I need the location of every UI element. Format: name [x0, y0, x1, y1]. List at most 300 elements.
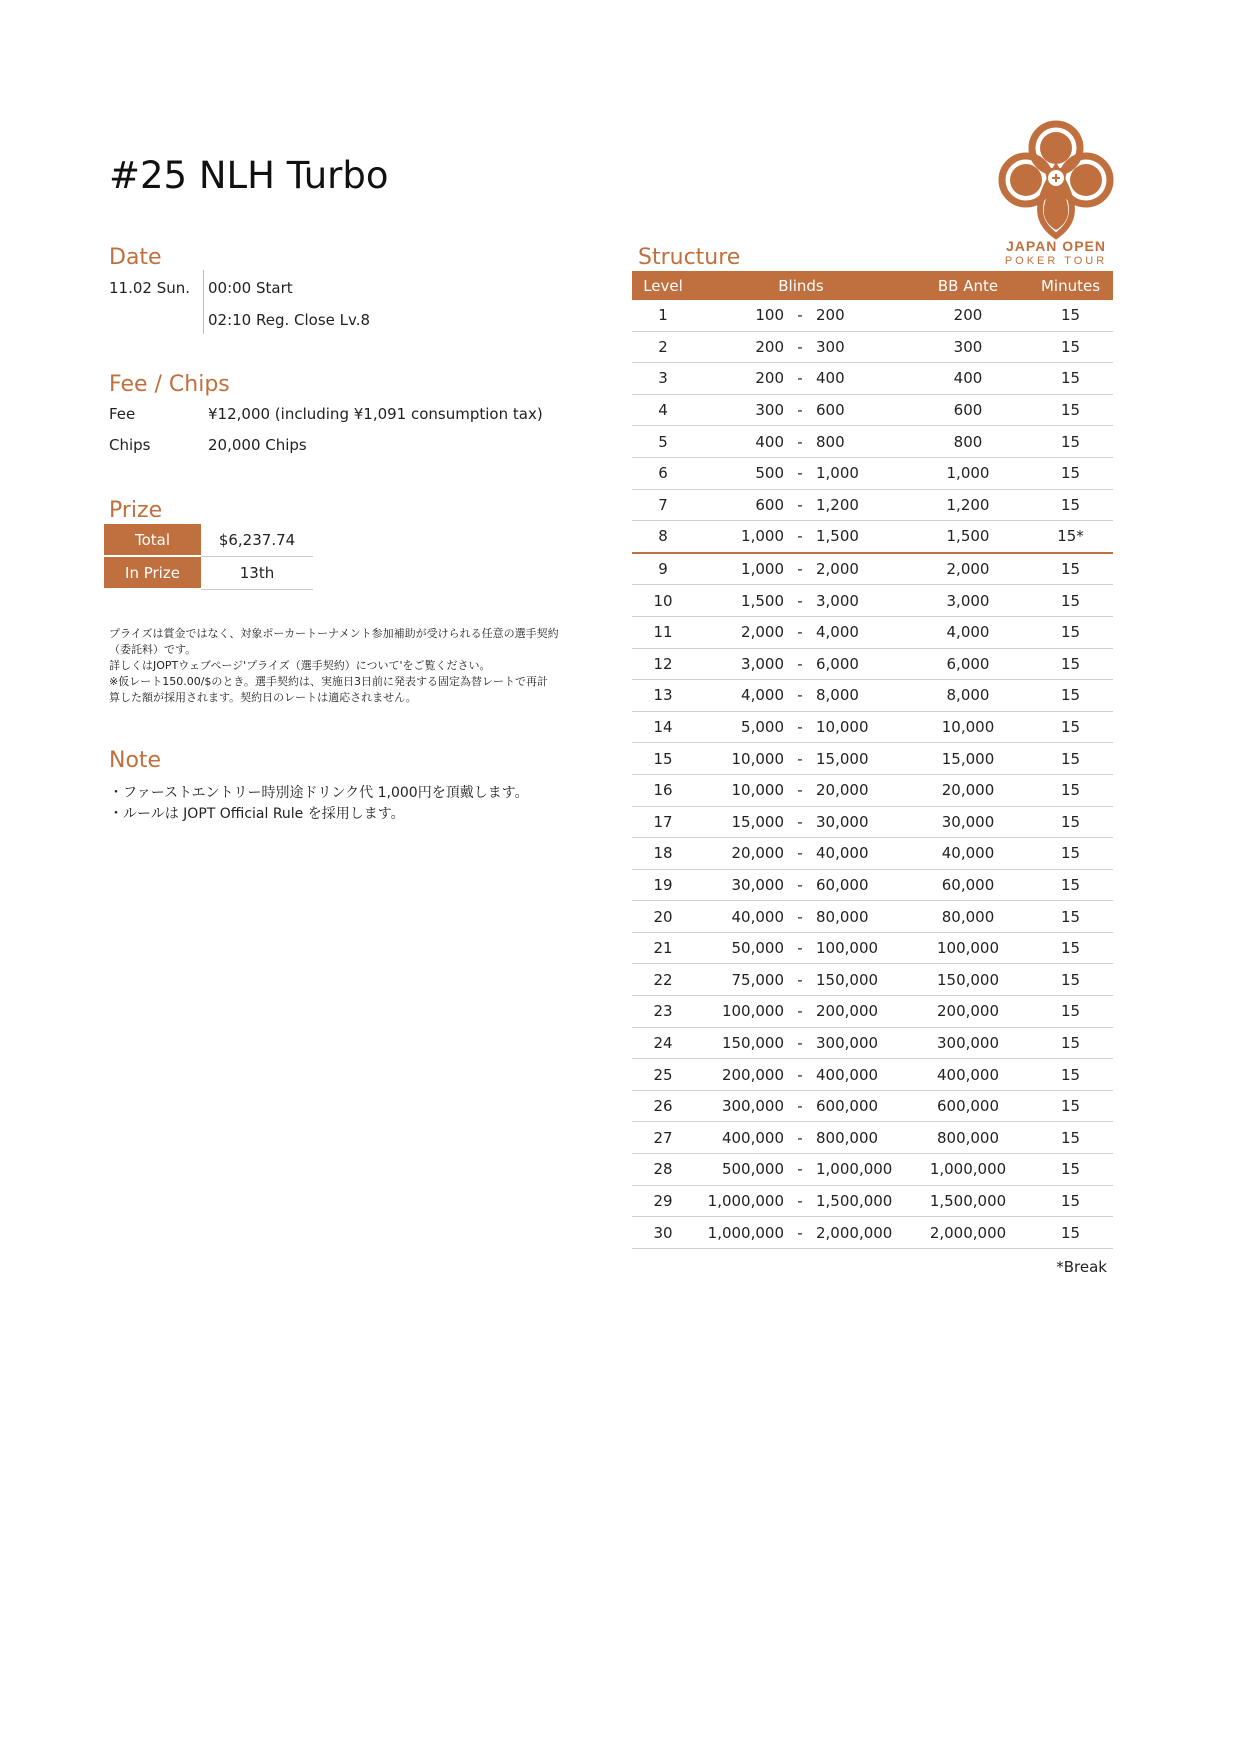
big-blind: 400,000 [816, 1065, 879, 1084]
blind-dash: - [797, 970, 803, 989]
big-blind: 20,000 [816, 781, 869, 800]
minutes-cell: 15 [1028, 964, 1113, 996]
table-row [632, 996, 1113, 1028]
blinds-cell [694, 838, 908, 870]
ante-cell: 2,000 [908, 553, 1028, 585]
blinds-cell [694, 457, 908, 489]
minutes-cell: 15 [1028, 901, 1113, 933]
blinds-cell [694, 1027, 908, 1059]
blinds-wrap [694, 1160, 908, 1178]
small-blind: 500,000 [721, 1160, 784, 1179]
level-cell: 9 [632, 553, 694, 585]
level-cell: 28 [632, 1154, 694, 1186]
small-blind: 3,000 [741, 654, 784, 673]
blinds-cell [694, 1090, 908, 1122]
ante-cell: 300 [908, 331, 1028, 363]
blinds-wrap [694, 718, 908, 736]
small-blind: 30,000 [731, 875, 784, 894]
prize-total-label: Total [104, 524, 201, 556]
date-heading: Date [109, 245, 162, 270]
big-blind: 3,000 [816, 591, 859, 610]
svg-text:JAPAN OPEN: JAPAN OPEN [1006, 238, 1106, 254]
big-blind: 2,000,000 [816, 1223, 893, 1242]
big-blind: 4,000 [816, 623, 859, 642]
col-blinds: Blinds [694, 271, 908, 300]
ante-cell: 200,000 [908, 996, 1028, 1028]
blind-dash: - [797, 495, 803, 514]
blinds-wrap [694, 1066, 908, 1084]
table-row [632, 585, 1113, 617]
minutes-cell: 15 [1028, 300, 1113, 331]
blinds-wrap [694, 1224, 908, 1242]
start-time: 00:00 Start [208, 279, 293, 297]
blinds-cell [694, 648, 908, 680]
big-blind: 60,000 [816, 875, 869, 894]
minutes-cell: 15 [1028, 996, 1113, 1028]
small-blind: 75,000 [731, 970, 784, 989]
level-cell: 24 [632, 1027, 694, 1059]
small-blind: 1,000 [741, 527, 784, 546]
fee-label: Fee [109, 405, 136, 423]
blinds-wrap [694, 1192, 908, 1210]
level-cell: 20 [632, 901, 694, 933]
blinds-cell [694, 1217, 908, 1249]
blinds-wrap [694, 686, 908, 704]
small-blind: 10,000 [731, 781, 784, 800]
level-cell: 30 [632, 1217, 694, 1249]
blind-dash: - [797, 560, 803, 579]
blinds-wrap [694, 876, 908, 894]
minutes-cell: 15 [1028, 1122, 1113, 1154]
structure-table [632, 271, 1113, 1249]
ante-cell: 4,000 [908, 616, 1028, 648]
ante-cell: 15,000 [908, 743, 1028, 775]
small-blind: 1,500 [741, 591, 784, 610]
table-row [632, 964, 1113, 996]
big-blind: 200,000 [816, 1002, 879, 1021]
table-row [632, 457, 1113, 489]
blinds-wrap [694, 401, 908, 419]
blinds-wrap [694, 496, 908, 514]
table-row [632, 648, 1113, 680]
ante-cell: 80,000 [908, 901, 1028, 933]
table-row [632, 774, 1113, 806]
big-blind: 80,000 [816, 907, 869, 926]
blinds-wrap [694, 971, 908, 989]
table-row [632, 1090, 1113, 1122]
blind-dash: - [797, 718, 803, 737]
minutes-cell: 15 [1028, 363, 1113, 395]
big-blind: 2,000 [816, 560, 859, 579]
blind-dash: - [797, 1033, 803, 1052]
big-blind: 300,000 [816, 1033, 879, 1052]
blinds-cell [694, 521, 908, 553]
level-cell: 18 [632, 838, 694, 870]
small-blind: 200 [755, 369, 784, 388]
ante-cell: 600 [908, 394, 1028, 426]
blind-dash: - [797, 1191, 803, 1210]
table-row [632, 426, 1113, 458]
ante-cell: 1,500,000 [908, 1185, 1028, 1217]
blind-dash: - [797, 337, 803, 356]
ante-cell: 10,000 [908, 711, 1028, 743]
blinds-cell [694, 680, 908, 712]
minutes-cell: 15 [1028, 711, 1113, 743]
small-blind: 10,000 [731, 749, 784, 768]
col-ante: BB Ante [908, 271, 1028, 300]
table-row [632, 901, 1113, 933]
blinds-cell [694, 711, 908, 743]
blinds-cell [694, 996, 908, 1028]
prize-inprize-row [104, 556, 313, 589]
ante-cell: 20,000 [908, 774, 1028, 806]
table-row [632, 300, 1113, 331]
level-cell: 25 [632, 1059, 694, 1091]
ante-cell: 150,000 [908, 964, 1028, 996]
note-line-1: ・ファーストエントリー時別途ドリンク代 1,000円を頂戴します。 [109, 785, 529, 801]
blinds-cell [694, 363, 908, 395]
level-cell: 10 [632, 585, 694, 617]
level-cell: 17 [632, 806, 694, 838]
level-cell: 12 [632, 648, 694, 680]
page-title: #25 NLH Turbo [109, 154, 389, 197]
level-cell: 2 [632, 331, 694, 363]
ante-cell: 800,000 [908, 1122, 1028, 1154]
blinds-wrap [694, 464, 908, 482]
small-blind: 400,000 [721, 1128, 784, 1147]
big-blind: 600,000 [816, 1097, 879, 1116]
small-blind: 100 [755, 306, 784, 325]
structure-body [632, 300, 1113, 1248]
blinds-wrap [694, 623, 908, 641]
small-blind: 1,000,000 [707, 1191, 784, 1210]
minutes-cell: 15 [1028, 806, 1113, 838]
blinds-wrap [694, 1002, 908, 1020]
small-blind: 4,000 [741, 686, 784, 705]
blinds-wrap [694, 306, 908, 324]
blinds-wrap [694, 1097, 908, 1115]
blinds-wrap [694, 1129, 908, 1147]
small-blind: 40,000 [731, 907, 784, 926]
blinds-wrap [694, 592, 908, 610]
blind-dash: - [797, 1065, 803, 1084]
table-row [632, 1122, 1113, 1154]
blinds-cell [694, 394, 908, 426]
blinds-cell [694, 489, 908, 521]
blinds-cell [694, 964, 908, 996]
blinds-wrap [694, 369, 908, 387]
level-cell: 1 [632, 300, 694, 331]
blind-dash: - [797, 1128, 803, 1147]
level-cell: 13 [632, 680, 694, 712]
ante-cell: 1,200 [908, 489, 1028, 521]
minutes-cell: 15 [1028, 1027, 1113, 1059]
ante-cell: 100,000 [908, 932, 1028, 964]
blinds-cell [694, 331, 908, 363]
table-row [632, 1027, 1113, 1059]
table-row [632, 932, 1113, 964]
prize-table [104, 524, 313, 590]
level-cell: 4 [632, 394, 694, 426]
blinds-cell [694, 743, 908, 775]
small-blind: 300 [755, 401, 784, 420]
chips-value: 20,000 Chips [208, 436, 307, 454]
blind-dash: - [797, 749, 803, 768]
fee-heading: Fee / Chips [109, 372, 230, 397]
minutes-cell: 15 [1028, 932, 1113, 964]
big-blind: 1,000 [816, 464, 859, 483]
blind-dash: - [797, 306, 803, 325]
blind-dash: - [797, 1223, 803, 1242]
table-row [632, 553, 1113, 585]
level-cell: 21 [632, 932, 694, 964]
club-icon [996, 118, 1116, 268]
level-cell: 22 [632, 964, 694, 996]
minutes-cell: 15 [1028, 457, 1113, 489]
big-blind: 40,000 [816, 844, 869, 863]
ante-cell: 600,000 [908, 1090, 1028, 1122]
level-cell: 8 [632, 521, 694, 553]
ante-cell: 1,000,000 [908, 1154, 1028, 1186]
big-blind: 1,200 [816, 495, 859, 514]
date-day: 11.02 Sun. [109, 279, 191, 297]
prize-inprize-value: 13th [201, 556, 313, 589]
structure-header-row [632, 271, 1113, 300]
ante-cell: 2,000,000 [908, 1217, 1028, 1249]
blind-dash: - [797, 875, 803, 894]
prize-heading: Prize [109, 498, 163, 523]
blinds-cell [694, 806, 908, 838]
small-blind: 1,000,000 [707, 1223, 784, 1242]
blind-dash: - [797, 907, 803, 926]
big-blind: 200 [816, 306, 845, 325]
blind-dash: - [797, 939, 803, 958]
ante-cell: 40,000 [908, 838, 1028, 870]
blinds-wrap [694, 844, 908, 862]
blinds-cell [694, 1185, 908, 1217]
minutes-cell: 15 [1028, 394, 1113, 426]
small-blind: 5,000 [741, 718, 784, 737]
minutes-cell: 15 [1028, 774, 1113, 806]
prize-total-row [104, 524, 313, 556]
big-blind: 8,000 [816, 686, 859, 705]
level-cell: 19 [632, 869, 694, 901]
blinds-cell [694, 616, 908, 648]
blinds-wrap [694, 1034, 908, 1052]
small-blind: 600 [755, 495, 784, 514]
blind-dash: - [797, 401, 803, 420]
blinds-wrap [694, 433, 908, 451]
blind-dash: - [797, 527, 803, 546]
ante-cell: 1,500 [908, 521, 1028, 553]
blinds-cell [694, 932, 908, 964]
small-blind: 400 [755, 432, 784, 451]
prize-inprize-label: In Prize [104, 556, 201, 589]
structure-heading: Structure [638, 245, 741, 270]
level-cell: 16 [632, 774, 694, 806]
minutes-cell: 15 [1028, 553, 1113, 585]
table-row [632, 680, 1113, 712]
level-cell: 5 [632, 426, 694, 458]
blinds-wrap [694, 908, 908, 926]
big-blind: 1,000,000 [816, 1160, 893, 1179]
blinds-cell [694, 426, 908, 458]
level-cell: 3 [632, 363, 694, 395]
big-blind: 100,000 [816, 939, 879, 958]
big-blind: 30,000 [816, 812, 869, 831]
prize-total-value: $6,237.74 [201, 524, 313, 556]
col-minutes: Minutes [1028, 271, 1113, 300]
blind-dash: - [797, 1002, 803, 1021]
blinds-wrap [694, 781, 908, 799]
note-line-2: ・ルールは JOPT Official Rule を採用します。 [109, 806, 405, 822]
blind-dash: - [797, 369, 803, 388]
blinds-wrap [694, 338, 908, 356]
table-row [632, 394, 1113, 426]
blind-dash: - [797, 432, 803, 451]
big-blind: 300 [816, 337, 845, 356]
table-row [632, 869, 1113, 901]
minutes-cell: 15 [1028, 648, 1113, 680]
ante-cell: 30,000 [908, 806, 1028, 838]
minutes-cell: 15 [1028, 680, 1113, 712]
blind-dash: - [797, 1097, 803, 1116]
blinds-cell [694, 774, 908, 806]
note-heading: Note [109, 748, 162, 773]
big-blind: 800 [816, 432, 845, 451]
blind-dash: - [797, 591, 803, 610]
ante-cell: 800 [908, 426, 1028, 458]
blinds-wrap [694, 560, 908, 578]
small-blind: 1,000 [741, 560, 784, 579]
big-blind: 400 [816, 369, 845, 388]
level-cell: 6 [632, 457, 694, 489]
blinds-cell [694, 1154, 908, 1186]
minutes-cell: 15 [1028, 1059, 1113, 1091]
ante-cell: 400,000 [908, 1059, 1028, 1091]
big-blind: 6,000 [816, 654, 859, 673]
big-blind: 800,000 [816, 1128, 879, 1147]
level-cell: 27 [632, 1122, 694, 1154]
minutes-cell: 15 [1028, 869, 1113, 901]
table-row [632, 521, 1113, 553]
blinds-cell [694, 1059, 908, 1091]
level-cell: 7 [632, 489, 694, 521]
blind-dash: - [797, 464, 803, 483]
blind-dash: - [797, 686, 803, 705]
blinds-cell [694, 901, 908, 933]
blinds-wrap [694, 655, 908, 673]
table-row [632, 363, 1113, 395]
minutes-cell: 15 [1028, 331, 1113, 363]
break-note: *Break [1056, 1258, 1107, 1276]
ante-cell: 60,000 [908, 869, 1028, 901]
big-blind: 600 [816, 401, 845, 420]
blinds-cell [694, 300, 908, 331]
small-blind: 50,000 [731, 939, 784, 958]
ante-cell: 200 [908, 300, 1028, 331]
big-blind: 10,000 [816, 718, 869, 737]
ante-cell: 400 [908, 363, 1028, 395]
minutes-cell: 15 [1028, 1217, 1113, 1249]
blind-dash: - [797, 654, 803, 673]
big-blind: 150,000 [816, 970, 879, 989]
small-blind: 150,000 [721, 1033, 784, 1052]
blinds-wrap [694, 939, 908, 957]
blind-dash: - [797, 812, 803, 831]
prize-disclaimer: プライズは賞金ではなく、対象ポーカートーナメント参加補助が受けられる任意の選手契約 （委託料）です。 詳しくはJOPTウェブページ'プライズ（選手契約）について'をご覧ください。 ※仮レート150.00/$のとき。選手契約は、実施日3日前に発表する固定為替レートで再計 算した額が採用されます。契約日のレートは適応されません。 [109, 627, 559, 704]
ante-cell: 6,000 [908, 648, 1028, 680]
minutes-cell: 15 [1028, 585, 1113, 617]
level-cell: 23 [632, 996, 694, 1028]
small-blind: 500 [755, 464, 784, 483]
chips-label: Chips [109, 436, 151, 454]
table-row [632, 711, 1113, 743]
blinds-wrap [694, 813, 908, 831]
table-row [632, 331, 1113, 363]
minutes-cell: 15 [1028, 489, 1113, 521]
small-blind: 200,000 [721, 1065, 784, 1084]
level-cell: 15 [632, 743, 694, 775]
date-divider [203, 270, 204, 334]
small-blind: 2,000 [741, 623, 784, 642]
minutes-cell: 15 [1028, 426, 1113, 458]
reg-close-time: 02:10 Reg. Close Lv.8 [208, 311, 371, 329]
table-row [632, 1059, 1113, 1091]
ante-cell: 3,000 [908, 585, 1028, 617]
minutes-cell: 15 [1028, 1154, 1113, 1186]
table-row [632, 838, 1113, 870]
big-blind: 1,500 [816, 527, 859, 546]
minutes-cell: 15 [1028, 616, 1113, 648]
ante-cell: 300,000 [908, 1027, 1028, 1059]
minutes-cell: 15 [1028, 1185, 1113, 1217]
minutes-cell: 15 [1028, 1090, 1113, 1122]
level-cell: 11 [632, 616, 694, 648]
blind-dash: - [797, 781, 803, 800]
blinds-wrap [694, 750, 908, 768]
small-blind: 100,000 [721, 1002, 784, 1021]
fee-value: ¥12,000 (including ¥1,091 consumption tax) [208, 405, 543, 423]
big-blind: 1,500,000 [816, 1191, 893, 1210]
big-blind: 15,000 [816, 749, 869, 768]
ante-cell: 1,000 [908, 457, 1028, 489]
level-cell: 26 [632, 1090, 694, 1122]
col-level: Level [632, 271, 694, 300]
blinds-cell [694, 1122, 908, 1154]
level-cell: 14 [632, 711, 694, 743]
blind-dash: - [797, 844, 803, 863]
blinds-wrap [694, 527, 908, 545]
level-cell: 29 [632, 1185, 694, 1217]
blinds-cell [694, 585, 908, 617]
table-row [632, 1185, 1113, 1217]
minutes-cell: 15* [1028, 521, 1113, 553]
table-row [632, 743, 1113, 775]
small-blind: 300,000 [721, 1097, 784, 1116]
small-blind: 20,000 [731, 844, 784, 863]
table-row [632, 806, 1113, 838]
table-row [632, 1154, 1113, 1186]
minutes-cell: 15 [1028, 838, 1113, 870]
small-blind: 15,000 [731, 812, 784, 831]
blinds-cell [694, 553, 908, 585]
table-row [632, 616, 1113, 648]
ante-cell: 8,000 [908, 680, 1028, 712]
table-row [632, 489, 1113, 521]
small-blind: 200 [755, 337, 784, 356]
jopt-logo [996, 118, 1116, 268]
